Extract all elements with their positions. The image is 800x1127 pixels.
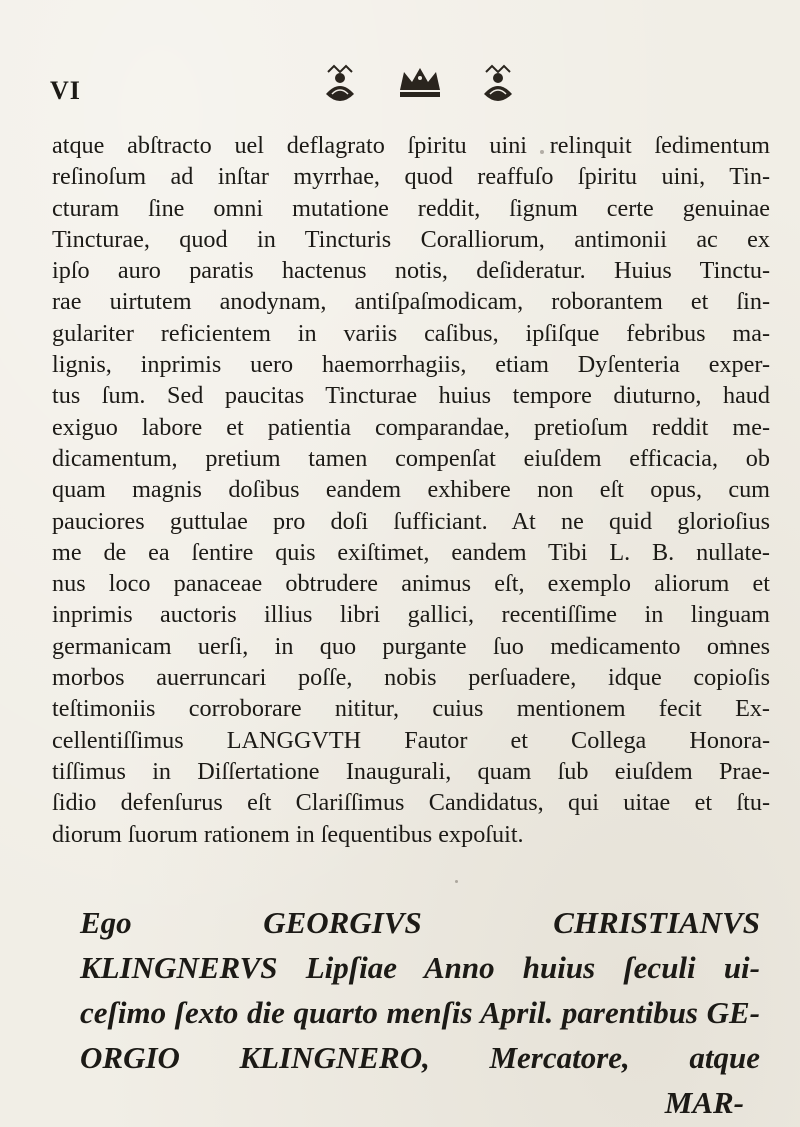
body-line: atque abſtracto uel deflagrato ſpiritu uini relinquit ſedimentum [52,132,770,159]
body-paragraph [52,130,770,850]
ink-speck [730,640,733,643]
vita-line: ceſimo ſexto die quarto menſis April. parentibus GE- [80,995,760,1030]
body-line: germanicam uerſi, in quo purgante ſuo medicamento omnes [52,632,770,660]
header-ornaments [300,60,540,110]
ink-speck [455,880,458,883]
body-line: reſinoſum ad inſtar myrrhae, quod reaffuſo ſpiritu uini, Tin- [52,163,770,191]
body-line: quam magnis doſibus eandem exhibere non eſt opus, cum [52,476,770,504]
body-line: inprimis auctoris illius libri gallici, recentiſſime in linguam [52,601,770,629]
printers-ornament [300,60,540,110]
body-line: dicamentum, pretium tamen compenſat eiuſdem efficacia, ob [52,444,770,472]
ink-speck [540,150,544,154]
body-line: ipſo auro paratis hactenus notis, deſideratur. Huius Tinctu- [52,257,770,285]
vita-line: Ego GEORGIVS CHRISTIANVS [80,905,760,940]
body-line: exiguo labore et patientia comparandae, pretioſum reddit me- [52,413,770,441]
body-line: cturam ſine omni mutatione reddit, ſignum certe genuinae [52,194,770,222]
body-line: pauciores guttulae pro doſi ſufficiant. At ne quid glorioſius [52,507,770,535]
body-line: ſidio defenſurus eſt Clariſſimus Candidatus, qui uitae et ſtu- [52,789,770,817]
body-line: tus ſum. Sed paucitas Tincturae huius tempore diuturno, haud [52,382,770,410]
vita-line: ORGIO KLINGNERO, Mercatore, atque [80,1040,760,1075]
body-line: rae uirtutem anodynam, antiſpaſmodicam, roborantem et ſin- [52,288,770,316]
body-line: tiſſimus in Diſſertatione Inaugurali, quam ſub eiuſdem Prae- [52,757,770,785]
body-line: nus loco panaceae obtrudere animus eſt, exemplo aliorum et [52,570,770,598]
body-line: gulariter reficientem in variis caſibus, ipſiſque febribus ma- [52,319,770,347]
body-line: lignis, inprimis uero haemorrhagiis, etiam Dyſenteria exper- [52,351,770,379]
body-line: Tincturae, quod in Tincturis Coralliorum, antimonii ac ex [52,225,770,253]
catchword: MAR- [664,1085,744,1120]
body-line: morbos auerruncari poſſe, nobis perſuadere, idque copioſis [52,664,770,692]
body-line: teſtimoniis corroborare nititur, cuius mentionem fecit Ex- [52,695,770,723]
vita-paragraph [80,900,760,1125]
vita-line: KLINGNERVS Lipſiae Anno huius ſeculi ui- [80,950,760,985]
fleuron-ornament-icon [326,66,354,101]
page-number: VI [50,76,81,105]
fleuron-ornament-icon [484,66,512,101]
body-line: diorum ſuorum rationem in ſequentibus expoſuit. [52,820,524,848]
body-line: cellentiſſimus LANGGVTH Fautor et Collega Honora- [52,726,770,754]
body-line: me de ea ſentire quis exiſtimet, eandem Tibi L. B. nullate- [52,538,770,566]
crown-ornament-icon [400,68,440,97]
